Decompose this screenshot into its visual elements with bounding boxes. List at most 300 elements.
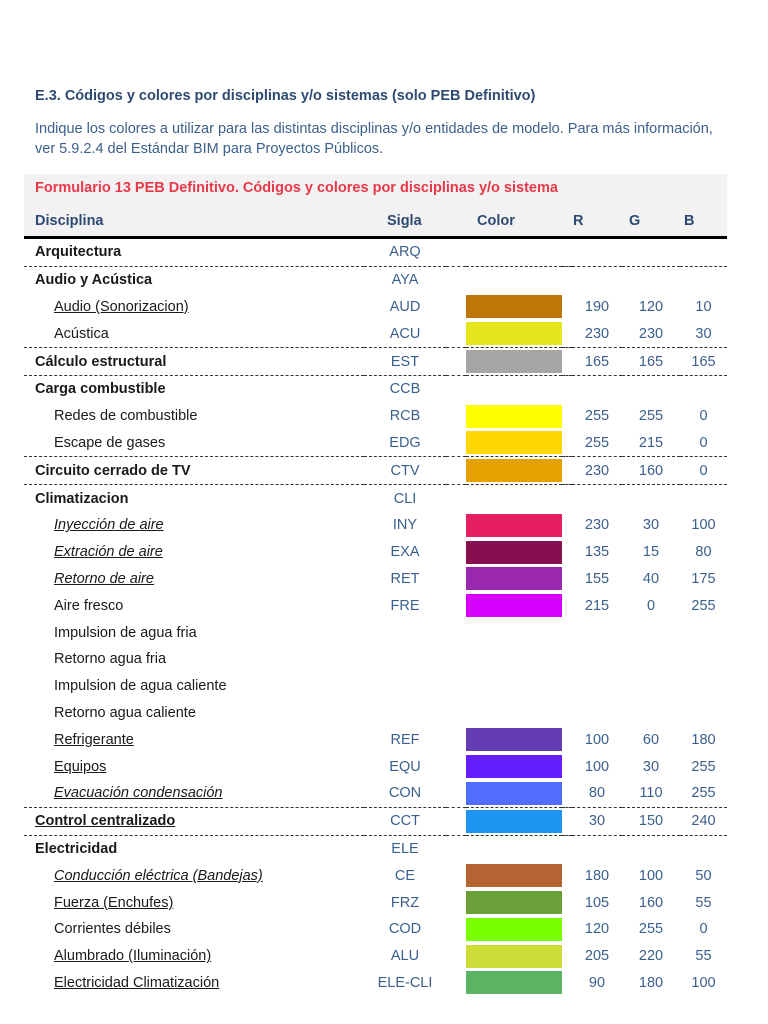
discipline-name-text: Impulsion de agua caliente [54, 678, 227, 695]
r-value-cell: 205 [584, 948, 610, 965]
spacer-cell [446, 726, 466, 753]
b-value-cell: 180 [691, 731, 716, 748]
r-value-cell [572, 239, 622, 266]
g-value-cell: 0 [646, 597, 656, 614]
sigla-cell: EXA [390, 544, 420, 561]
spacer-cell [562, 943, 572, 970]
sigla-cell: REF [390, 731, 420, 748]
r-value-cell: 230 [584, 517, 610, 534]
g-value-cell [622, 673, 680, 700]
discipline-row [24, 457, 727, 485]
sigla-cell: AUD [389, 298, 421, 315]
discipline-name-text: Redes de combustible [54, 408, 198, 425]
spacer-cell [446, 403, 466, 430]
b-value-cell: 0 [699, 408, 708, 425]
color-swatch [466, 295, 562, 318]
spacer-cell [446, 835, 466, 862]
r-value-cell [572, 835, 622, 862]
spacer-cell [562, 539, 572, 566]
spacer-cell [562, 780, 572, 807]
discipline-name [24, 807, 364, 835]
sigla-cell [364, 700, 446, 727]
color-cell [466, 320, 562, 347]
discipline-name [24, 512, 364, 539]
g-value-cell: 255 [638, 408, 664, 425]
g-value-cell: 150 [622, 807, 680, 835]
spacer-cell [562, 807, 572, 835]
discipline-name [24, 239, 364, 266]
discipline-name-text: Refrigerante [54, 731, 134, 748]
column-header-r: R [573, 213, 584, 229]
color-cell [466, 970, 562, 997]
b-value-cell: 50 [695, 867, 712, 884]
discipline-name [24, 726, 364, 753]
spacer-cell [562, 457, 572, 485]
color-swatch [466, 918, 562, 941]
discipline-name [24, 266, 364, 293]
sigla-cell: EQU [389, 758, 421, 775]
r-value-cell: 135 [584, 544, 610, 561]
spacer-cell [446, 862, 466, 889]
discipline-row [24, 485, 727, 512]
discipline-name-text: Control centralizado [35, 813, 176, 830]
b-value-cell [680, 835, 727, 862]
spacer-cell [446, 512, 466, 539]
r-value-cell: 230 [572, 457, 622, 485]
subdiscipline-row [24, 619, 727, 646]
discipline-name-text: Impulsion de agua fria [54, 624, 197, 641]
color-cell [466, 700, 562, 727]
r-value-cell [572, 266, 622, 293]
discipline-name [24, 457, 364, 485]
b-value-cell: 0 [680, 457, 727, 485]
column-header-sigla: Sigla [387, 213, 422, 229]
g-value-cell: 215 [638, 434, 664, 451]
b-value-cell: 10 [695, 298, 712, 315]
subdiscipline-row [24, 539, 727, 566]
color-swatch [466, 810, 562, 833]
b-value-cell [680, 239, 727, 266]
r-value-cell: 230 [584, 325, 610, 342]
spacer-cell [446, 375, 466, 402]
color-cell [466, 835, 562, 862]
column-header-g: G [629, 213, 641, 229]
discipline-name [24, 753, 364, 780]
g-value-cell: 110 [639, 785, 663, 802]
color-cell [466, 780, 562, 807]
table-body [24, 239, 727, 996]
spacer-cell [562, 835, 572, 862]
form-title: Formulario 13 PEB Definitivo. Códigos y colores por disciplinas y/o sistema [35, 180, 558, 196]
color-swatch [466, 567, 562, 590]
r-value-cell: 255 [584, 434, 610, 451]
spacer-cell [562, 726, 572, 753]
color-cell [466, 239, 562, 266]
color-cell [466, 457, 562, 485]
color-cell [466, 294, 562, 321]
b-value-cell: 30 [695, 325, 712, 342]
discipline-name [24, 430, 364, 457]
r-value-cell: 190 [584, 298, 610, 315]
g-value-cell [622, 375, 680, 402]
subdiscipline-row [24, 403, 727, 430]
b-value-cell: 55 [695, 948, 712, 965]
section-title: E.3. Códigos y colores por disciplinas y/o sistemas (solo PEB Definitivo) [35, 88, 536, 104]
discipline-name [24, 673, 364, 700]
spacer-cell [446, 646, 466, 673]
r-value-cell [572, 646, 622, 673]
spacer-cell [446, 673, 466, 700]
discipline-name [24, 889, 364, 916]
spacer-cell [562, 266, 572, 293]
discipline-row [24, 348, 727, 376]
subdiscipline-row [24, 943, 727, 970]
discipline-name [24, 348, 364, 376]
g-value-cell: 230 [638, 325, 664, 342]
b-value-cell: 100 [691, 974, 716, 991]
discipline-name [24, 970, 364, 997]
b-value-cell: 0 [699, 921, 708, 938]
column-header-color: Color [477, 213, 515, 229]
g-value-cell [622, 266, 680, 293]
color-swatch [466, 431, 562, 454]
discipline-name-text: Aire fresco [54, 597, 124, 614]
sigla-cell: AYA [364, 266, 446, 293]
discipline-row [24, 835, 727, 862]
spacer-cell [562, 970, 572, 997]
sigla-cell: FRZ [390, 894, 420, 911]
discipline-name [24, 320, 364, 347]
g-value-cell: 165 [622, 348, 680, 376]
sigla-cell: CCB [364, 375, 446, 402]
disciplines-table [24, 239, 727, 996]
spacer-cell [562, 862, 572, 889]
discipline-name-text: Arquitectura [35, 244, 122, 261]
r-value-cell [572, 485, 622, 512]
spacer-cell [562, 348, 572, 376]
b-value-cell: 255 [691, 785, 716, 802]
r-value-cell: 155 [584, 570, 610, 587]
spacer-cell [446, 485, 466, 512]
b-value-cell [680, 266, 727, 293]
section-intro: Indique los colores a utilizar para las distintas disciplinas y/o entidades de modelo. Para más información, ver 5.9.2.4 del Estándar BIM para Proyectos Públicos. [35, 121, 713, 157]
spacer-cell [562, 673, 572, 700]
subdiscipline-row [24, 753, 727, 780]
subdiscipline-row [24, 780, 727, 807]
discipline-row [24, 807, 727, 835]
discipline-name [24, 916, 364, 943]
spacer-cell [446, 348, 466, 376]
color-cell [466, 566, 562, 593]
discipline-name-text: Electricidad [35, 840, 118, 857]
form-header [24, 174, 727, 236]
discipline-name [24, 294, 364, 321]
subdiscipline-row [24, 430, 727, 457]
spacer-cell [446, 889, 466, 916]
discipline-name-text: Audio (Sonorizacion) [54, 298, 189, 315]
discipline-name-text: Circuito cerrado de TV [35, 462, 191, 479]
discipline-name [24, 375, 364, 402]
g-value-cell [622, 646, 680, 673]
b-value-cell: 255 [691, 597, 716, 614]
r-value-cell: 30 [572, 807, 622, 835]
b-value-cell: 240 [680, 807, 727, 835]
discipline-name-text: Cálculo estructural [35, 353, 167, 370]
spacer-cell [562, 403, 572, 430]
sigla-cell: INY [392, 517, 418, 534]
color-cell [466, 673, 562, 700]
color-cell [466, 753, 562, 780]
b-value-cell: 255 [691, 758, 716, 775]
g-value-cell: 15 [642, 544, 660, 561]
g-value-cell [622, 239, 680, 266]
sigla-cell: ELE-CLI [377, 974, 433, 991]
discipline-name-text: Retorno agua caliente [54, 704, 196, 721]
sigla-cell: EDG [389, 434, 421, 451]
color-swatch [466, 594, 562, 617]
color-cell [466, 348, 562, 376]
discipline-name [24, 700, 364, 727]
discipline-name [24, 539, 364, 566]
subdiscipline-row [24, 673, 727, 700]
color-cell [466, 807, 562, 835]
color-swatch [466, 782, 562, 805]
color-cell [466, 539, 562, 566]
discipline-name-text: Retorno de aire [54, 570, 154, 587]
b-value-cell [680, 700, 727, 727]
g-value-cell: 160 [622, 457, 680, 485]
r-value-cell: 120 [584, 921, 610, 938]
color-swatch [466, 945, 562, 968]
discipline-name [24, 485, 364, 512]
r-value-cell: 215 [584, 597, 610, 614]
color-swatch [466, 541, 562, 564]
form-table [24, 174, 727, 996]
spacer-cell [562, 485, 572, 512]
sigla-cell: RCB [389, 408, 421, 425]
discipline-name-text: Climatizacion [35, 490, 129, 507]
spacer-cell [562, 375, 572, 402]
r-value-cell [572, 619, 622, 646]
g-value-cell [622, 700, 680, 727]
g-value-cell: 30 [642, 758, 660, 775]
r-value-cell [572, 700, 622, 727]
discipline-name-text: Conducción eléctrica (Bandejas) [54, 867, 263, 884]
discipline-name-text: Acústica [54, 325, 109, 342]
g-value-cell: 255 [638, 921, 664, 938]
color-swatch [466, 728, 562, 751]
b-value-cell: 100 [691, 517, 716, 534]
discipline-name [24, 619, 364, 646]
sigla-cell: ELE [364, 835, 446, 862]
column-header-disciplina: Disciplina [35, 213, 104, 229]
b-value-cell: 80 [695, 544, 712, 561]
spacer-cell [446, 239, 466, 266]
spacer-cell [562, 294, 572, 321]
spacer-cell [446, 266, 466, 293]
spacer-cell [446, 700, 466, 727]
spacer-cell [446, 619, 466, 646]
sigla-cell [364, 673, 446, 700]
r-value-cell: 255 [584, 408, 610, 425]
color-swatch [466, 405, 562, 428]
spacer-cell [562, 753, 572, 780]
color-cell [466, 889, 562, 916]
spacer-cell [446, 430, 466, 457]
r-value-cell [572, 673, 622, 700]
discipline-name-text: Electricidad Climatización [54, 974, 220, 991]
b-value-cell [680, 485, 727, 512]
discipline-row [24, 266, 727, 293]
sigla-cell: ACU [389, 325, 421, 342]
r-value-cell: 100 [584, 758, 610, 775]
r-value-cell: 165 [572, 348, 622, 376]
discipline-name [24, 943, 364, 970]
color-cell [466, 430, 562, 457]
discipline-name [24, 835, 364, 862]
b-value-cell [680, 646, 727, 673]
discipline-name-text: Equipos [54, 758, 107, 775]
g-value-cell: 30 [642, 517, 660, 534]
discipline-name [24, 403, 364, 430]
sigla-cell: ARQ [389, 244, 421, 261]
color-cell [466, 916, 562, 943]
discipline-name-text: Retorno agua fria [54, 651, 167, 668]
r-value-cell [572, 375, 622, 402]
spacer-cell [446, 807, 466, 835]
b-value-cell [680, 673, 727, 700]
spacer-cell [446, 457, 466, 485]
color-cell [466, 646, 562, 673]
discipline-row [24, 239, 727, 266]
color-cell [466, 485, 562, 512]
spacer-cell [562, 512, 572, 539]
color-cell [466, 862, 562, 889]
discipline-name-text: Fuerza (Enchufes) [54, 894, 174, 911]
discipline-name [24, 592, 364, 619]
sigla-cell: CLI [364, 485, 446, 512]
color-cell [466, 592, 562, 619]
sigla-cell [364, 619, 446, 646]
subdiscipline-row [24, 889, 727, 916]
color-cell [466, 266, 562, 293]
spacer-cell [446, 943, 466, 970]
g-value-cell: 40 [642, 570, 660, 587]
sigla-cell: EST [364, 348, 446, 376]
color-swatch [466, 350, 562, 373]
spacer-cell [446, 294, 466, 321]
b-value-cell: 0 [699, 434, 708, 451]
spacer-cell [562, 566, 572, 593]
g-value-cell: 180 [638, 974, 664, 991]
subdiscipline-row [24, 566, 727, 593]
discipline-name [24, 780, 364, 807]
sigla-cell: CTV [364, 457, 446, 485]
spacer-cell [446, 780, 466, 807]
subdiscipline-row [24, 726, 727, 753]
b-value-cell [680, 619, 727, 646]
spacer-cell [562, 239, 572, 266]
sigla-cell: ALU [390, 948, 420, 965]
b-value-cell: 165 [680, 348, 727, 376]
subdiscipline-row [24, 916, 727, 943]
color-swatch [466, 459, 562, 482]
discipline-name [24, 646, 364, 673]
subdiscipline-row [24, 862, 727, 889]
spacer-cell [562, 889, 572, 916]
discipline-name-text: Evacuación condensación [54, 785, 223, 802]
color-swatch [466, 891, 562, 914]
discipline-name-text: Audio y Acústica [35, 272, 153, 289]
spacer-cell [446, 320, 466, 347]
discipline-name-text: Corrientes débiles [54, 921, 171, 938]
color-swatch [466, 322, 562, 345]
r-value-cell: 105 [584, 894, 610, 911]
spacer-cell [446, 970, 466, 997]
discipline-name-text: Alumbrado (Iluminación) [54, 948, 212, 965]
discipline-name [24, 566, 364, 593]
color-swatch [466, 755, 562, 778]
g-value-cell: 100 [638, 867, 664, 884]
g-value-cell: 220 [638, 948, 664, 965]
color-cell [466, 512, 562, 539]
g-value-cell [622, 619, 680, 646]
discipline-name-text: Inyección de aire [54, 517, 164, 534]
discipline-name [24, 862, 364, 889]
subdiscipline-row [24, 646, 727, 673]
spacer-cell [446, 592, 466, 619]
discipline-row [24, 375, 727, 402]
color-cell [466, 403, 562, 430]
sigla-cell: FRE [390, 597, 420, 614]
spacer-cell [446, 566, 466, 593]
sigla-cell: RET [390, 570, 420, 587]
color-cell [466, 375, 562, 402]
r-value-cell: 90 [588, 974, 606, 991]
b-value-cell: 55 [695, 894, 712, 911]
color-swatch [466, 971, 562, 994]
subdiscipline-row [24, 512, 727, 539]
b-value-cell: 175 [691, 570, 716, 587]
subdiscipline-row [24, 700, 727, 727]
sigla-cell: CCT [364, 807, 446, 835]
spacer-cell [562, 592, 572, 619]
g-value-cell [622, 835, 680, 862]
subdiscipline-row [24, 970, 727, 997]
color-cell [466, 943, 562, 970]
spacer-cell [562, 916, 572, 943]
spacer-cell [446, 916, 466, 943]
spacer-cell [446, 753, 466, 780]
color-cell [466, 726, 562, 753]
subdiscipline-row [24, 592, 727, 619]
column-header-b: B [684, 213, 695, 229]
r-value-cell: 180 [584, 867, 610, 884]
spacer-cell [562, 320, 572, 347]
g-value-cell [622, 485, 680, 512]
color-cell [466, 619, 562, 646]
sigla-cell: COD [388, 921, 422, 938]
g-value-cell: 60 [642, 731, 660, 748]
discipline-name-text: Escape de gases [54, 434, 166, 451]
r-value-cell: 100 [584, 731, 610, 748]
discipline-name-text: Carga combustible [35, 381, 166, 398]
subdiscipline-row [24, 294, 727, 321]
sigla-cell: CE [394, 867, 416, 884]
g-value-cell: 160 [638, 894, 664, 911]
spacer-cell [562, 619, 572, 646]
spacer-cell [562, 700, 572, 727]
